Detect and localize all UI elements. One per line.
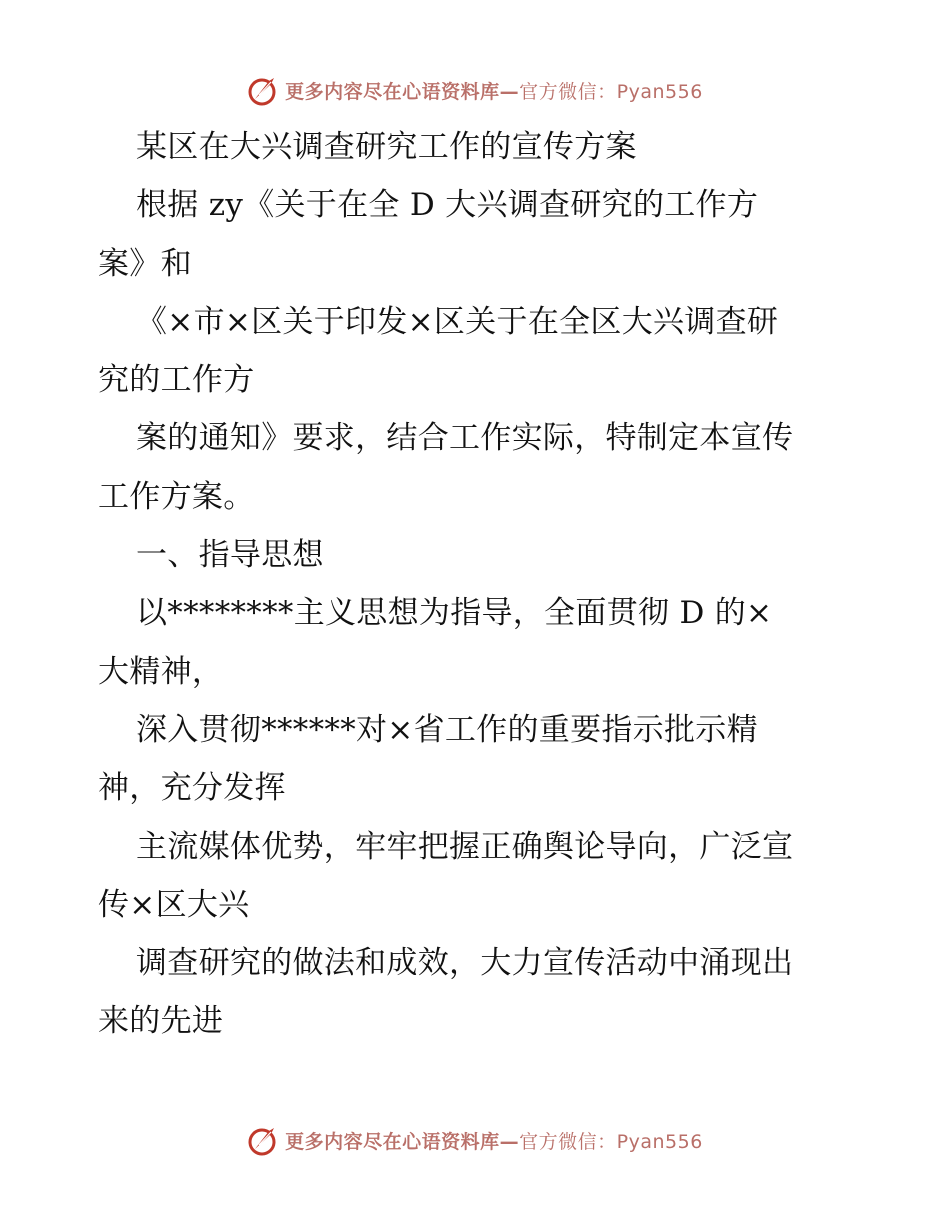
document-line: 来的先进 [98, 1003, 224, 1040]
footer-site-name: 更多内容尽在心语资料库 [285, 1130, 500, 1153]
document-line: 神，充分发挥 [98, 770, 286, 807]
feather-pen-logo-icon [247, 73, 281, 107]
document-line: 深入贯彻******对×省工作的重要指示批示精 [136, 711, 758, 748]
footer-banner [0, 1120, 950, 1160]
document-line: 主流媒体优势，牢牢把握正确舆论导向，广泛宣 [136, 828, 794, 865]
header-banner [0, 70, 950, 110]
feather-pen-logo-icon [247, 1123, 281, 1157]
document-line: 究的工作方 [98, 362, 255, 399]
header-site-name: 更多内容尽在心语资料库 [285, 80, 500, 103]
footer-wechat: 官方微信：Pyan556 [519, 1130, 703, 1153]
document-line: 案的通知》要求，结合工作实际，特制定本宣传 [136, 420, 794, 457]
header-wechat: 官方微信：Pyan556 [519, 80, 703, 103]
footer-banner-text [285, 1127, 703, 1154]
document-line: 根据 zy《关于在全 D 大兴调查研究的工作方 [136, 187, 759, 224]
document-body [98, 118, 858, 1051]
document-line: 案》和 [98, 245, 192, 282]
document-line: 以********主义思想为指导，全面贯彻 D 的× [136, 595, 773, 632]
document-line: 工作方案。 [98, 478, 255, 515]
document-line: 一、指导思想 [136, 537, 324, 574]
document-line: 大精神， [98, 653, 224, 690]
document-title: 某区在大兴调查研究工作的宣传方案 [136, 129, 637, 165]
document-line: 传×区大兴 [98, 886, 250, 923]
header-banner-text [285, 77, 703, 104]
header-separator: — [499, 80, 520, 103]
footer-separator: — [499, 1130, 520, 1153]
document-line: 调查研究的做法和成效，大力宣传活动中涌现出 [136, 945, 794, 982]
document-line: 《×市×区关于印发×区关于在全区大兴调查研 [136, 303, 779, 340]
